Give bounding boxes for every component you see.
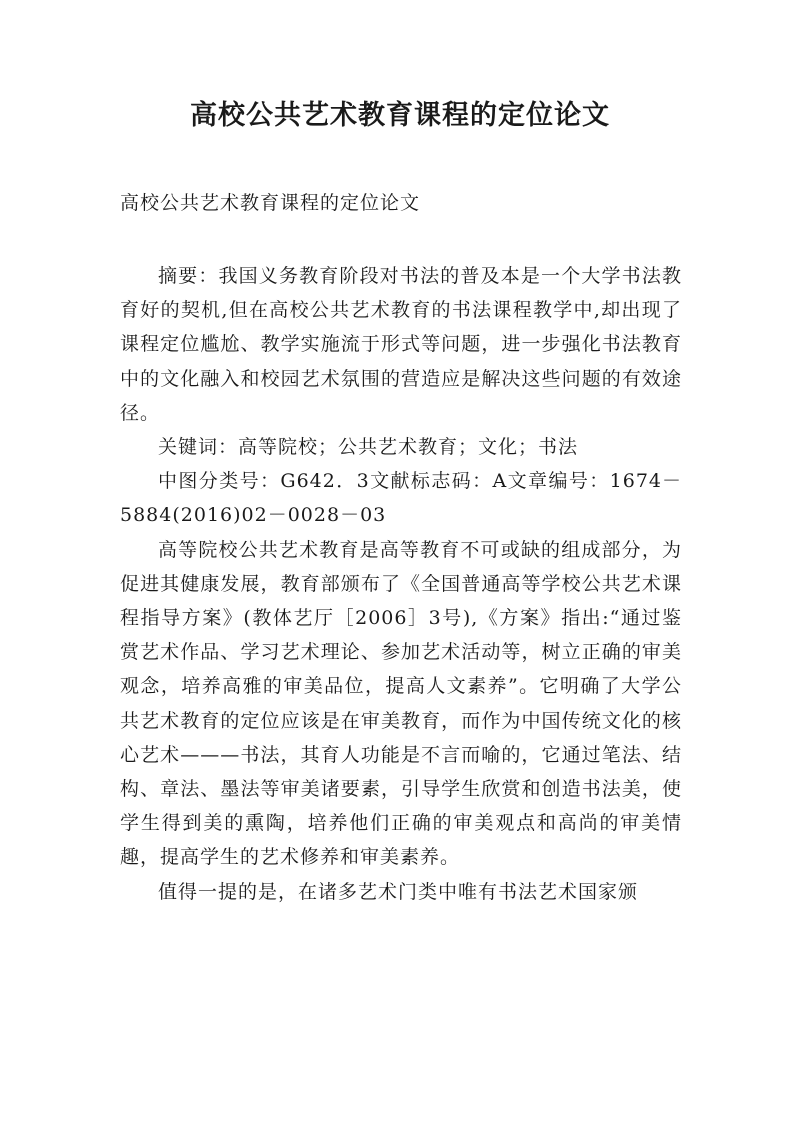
document-body (120, 259, 682, 909)
document-title: 高校公共艺术教育课程的定位论文 (190, 100, 610, 131)
body-paragraph: 值得一提的是，在诸多艺术门类中唯有书法艺术国家颁 (158, 880, 639, 903)
classification-paragraph: 中图分类号：G642．3文献标志码：A文章编号：1674－5884(2016)02－0028－03 (120, 470, 682, 527)
body-paragraph: 高等院校公共艺术教育是高等教育不可或缺的组成部分，为促进其健康发展，教育部颁布了《全国普通高等学校公共艺术课程指导方案》(教体艺厅［2006］3号),《方案》指出:“通过鉴赏艺术作品、学习艺术理论、参加艺术活动等，树立正确的审美观念，培养高雅的审美品位，提高人文素养”。它明确了大学公共艺术教育的定位应该是在审美教育，而作为中国传统文化的核心艺术———书法，其育人功能是不言而喻的，它通过笔法、结构、章法、墨法等审美诸要素，引导学生欣赏和创造书法美，使学生得到美的熏陶，培养他们正确的审美观点和高尚的审美情趣，提高学生的艺术修养和审美素养。 (120, 538, 682, 869)
document-subtitle: 高校公共艺术教育课程的定位论文 (120, 192, 421, 214)
abstract-paragraph: 摘要：我国义务教育阶段对书法的普及本是一个大学书法教育好的契机,但在高校公共艺术教育的书法课程教学中,却出现了课程定位尴尬、教学实施流于形式等问题，进一步强化书法教育中的文化融入和校园艺术氛围的营造应是解决这些问题的有效途径。 (120, 265, 682, 424)
keywords-paragraph: 关键词：高等院校；公共艺术教育；文化；书法 (158, 436, 579, 459)
